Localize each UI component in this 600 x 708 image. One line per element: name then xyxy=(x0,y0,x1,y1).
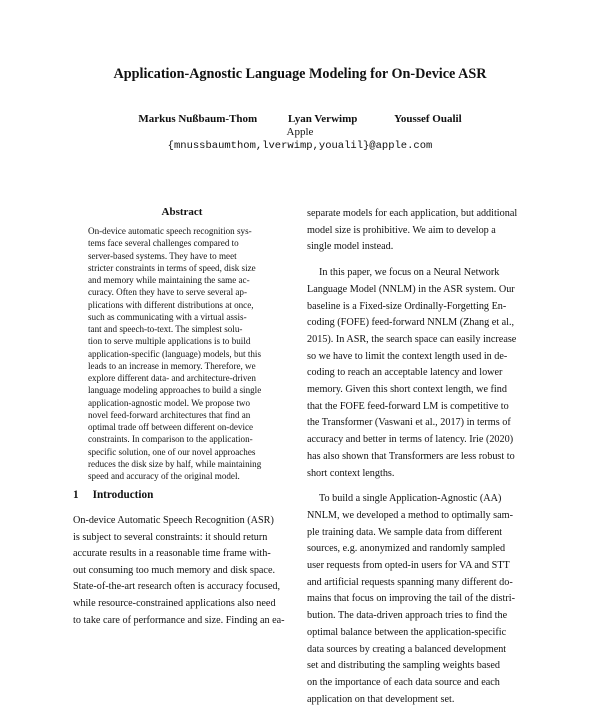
author-name: Lyan Verwimp xyxy=(287,113,358,125)
text-line: and memory while maintaining the same ac- xyxy=(88,275,250,285)
text-line: novel feed-forward architectures that find an xyxy=(88,409,251,420)
text-line: plications with different distributions at once, xyxy=(88,299,254,310)
text-line: single model instead. xyxy=(307,241,394,253)
paragraph-gap xyxy=(307,482,533,491)
text-line: on the importance of each data source and each xyxy=(307,676,500,688)
text-line: separate models for each application, but additional xyxy=(307,208,518,219)
text-line: short context lengths. xyxy=(307,467,395,479)
introduction-body xyxy=(73,513,299,629)
text-line: ple training data. We sample data from different xyxy=(307,526,503,538)
text-line: sources, e.g. anonymized and randomly sampled xyxy=(307,543,506,555)
right-column xyxy=(307,206,533,708)
author-name: Markus Nußbaum-Thom xyxy=(138,113,258,125)
text-line: application-agnostic model. We propose two xyxy=(88,397,250,408)
text-line: speed and accuracy of the original model. xyxy=(88,471,240,481)
text-line: coding to reach an acceptable latency and lower xyxy=(307,367,503,379)
text-line: the Transformer (Vaswani et al., 2017) in terms of xyxy=(307,417,511,429)
text-line: model size is prohibitive. We aim to develop a xyxy=(307,224,496,236)
paragraph xyxy=(307,265,533,482)
abstract-body xyxy=(88,225,278,482)
text-line: language modeling approaches to build a single xyxy=(88,385,262,396)
text-line: constraints. In comparison to the application- xyxy=(88,434,253,445)
text-line: memory. Given this short context length, we find xyxy=(307,384,507,396)
text-line: tant and speech-to-text. The simplest solu- xyxy=(88,324,243,334)
text-line: State-of-the-art research often is accuracy focused, xyxy=(73,581,281,593)
text-line: application on that development set. xyxy=(307,693,455,705)
text-line: user requests from opted-in users for VA and STT xyxy=(307,560,510,572)
text-line: set and distributing the sampling weights based xyxy=(307,660,500,672)
text-line: and artificial requests spanning many different do- xyxy=(307,576,513,588)
text-line: optimal balance between the application-specific xyxy=(307,626,507,638)
text-line: stricter constraints in terms of speed, disk size xyxy=(88,262,256,273)
text-line: explore different data- and architecture-driven xyxy=(88,373,256,383)
section-heading-introduction xyxy=(73,489,153,501)
text-line: tion to serve multiple applications is to build xyxy=(88,336,251,347)
text-line: has also shown that Transformers are less robust to xyxy=(307,450,515,462)
text-line: server-based systems. They have to meet xyxy=(88,250,237,261)
section-title: Introduction xyxy=(92,489,154,501)
text-line: application-specific (language) models, but this xyxy=(88,348,261,359)
text-line: out consuming too much memory and disk space. xyxy=(73,564,276,576)
text-line: coding (FOFE) feed-forward NNLM (Zhang et al., xyxy=(307,317,515,329)
text-line: tems face several challenges compared to xyxy=(88,238,239,249)
text-line: is subject to several constraints: it should return xyxy=(73,531,268,543)
text-line: NNLM, we developed a method to optimally sam- xyxy=(307,509,513,521)
section-number: 1 xyxy=(73,489,79,501)
text-line: Language Model (NNLM) in the ASR system. Our xyxy=(307,283,515,295)
abstract-heading: Abstract xyxy=(161,206,203,218)
paper-title: Application-Agnostic Language Modeling for On-Device ASR xyxy=(113,66,487,82)
text-line: while resource-constrained applications also need xyxy=(73,597,276,609)
text-line: In this paper, we focus on a Neural Network xyxy=(319,267,500,279)
text-line: curacy. Often they have to serve several ap- xyxy=(88,287,247,298)
text-line: optimal trade off between different on-device xyxy=(88,422,254,432)
text-line: leads to an increase in memory. Therefore, we xyxy=(88,360,256,371)
author-emails: {mnussbaumthom,lverwimp,youalil}@apple.com xyxy=(167,140,433,152)
text-line: to take care of performance and size. Finding an ea- xyxy=(73,614,285,626)
text-line: baseline is a Fixed-size Ordinally-Forgetting En- xyxy=(307,300,507,312)
text-line: To build a single Application-Agnostic (AA) xyxy=(319,493,502,505)
author-list xyxy=(0,113,600,125)
text-line: 2015). In ASR, the search space can easily increase xyxy=(307,333,517,345)
text-line: accuracy and better in terms of latency. Irie (2020) xyxy=(307,434,514,446)
text-line: reduces the disk size by half, while maintaining xyxy=(88,458,262,469)
text-line: so we have to limit the context length used in de- xyxy=(307,350,508,362)
text-line: bution. The data-driven approach tries to find the xyxy=(307,610,508,622)
text-line: such as communicating with a virtual assis- xyxy=(88,311,247,322)
paragraph xyxy=(307,206,533,256)
text-line: specific solution, one of our novel approaches xyxy=(88,446,256,457)
paragraph-gap xyxy=(307,256,533,265)
text-line: mains that focus on improving the tail of the distri- xyxy=(307,593,515,605)
author-name: Youssef Oualil xyxy=(394,113,462,125)
text-line: accurate results in a reasonable time frame with- xyxy=(73,548,271,560)
text-line: that the FOFE feed-forward LM is competitive to xyxy=(307,400,509,412)
text-line: On-device automatic speech recognition sys- xyxy=(88,226,252,236)
text-line: On-device Automatic Speech Recognition (ASR) xyxy=(73,515,274,526)
affiliation: Apple xyxy=(286,126,314,138)
text-line: data sources by creating a balanced development xyxy=(307,643,507,655)
